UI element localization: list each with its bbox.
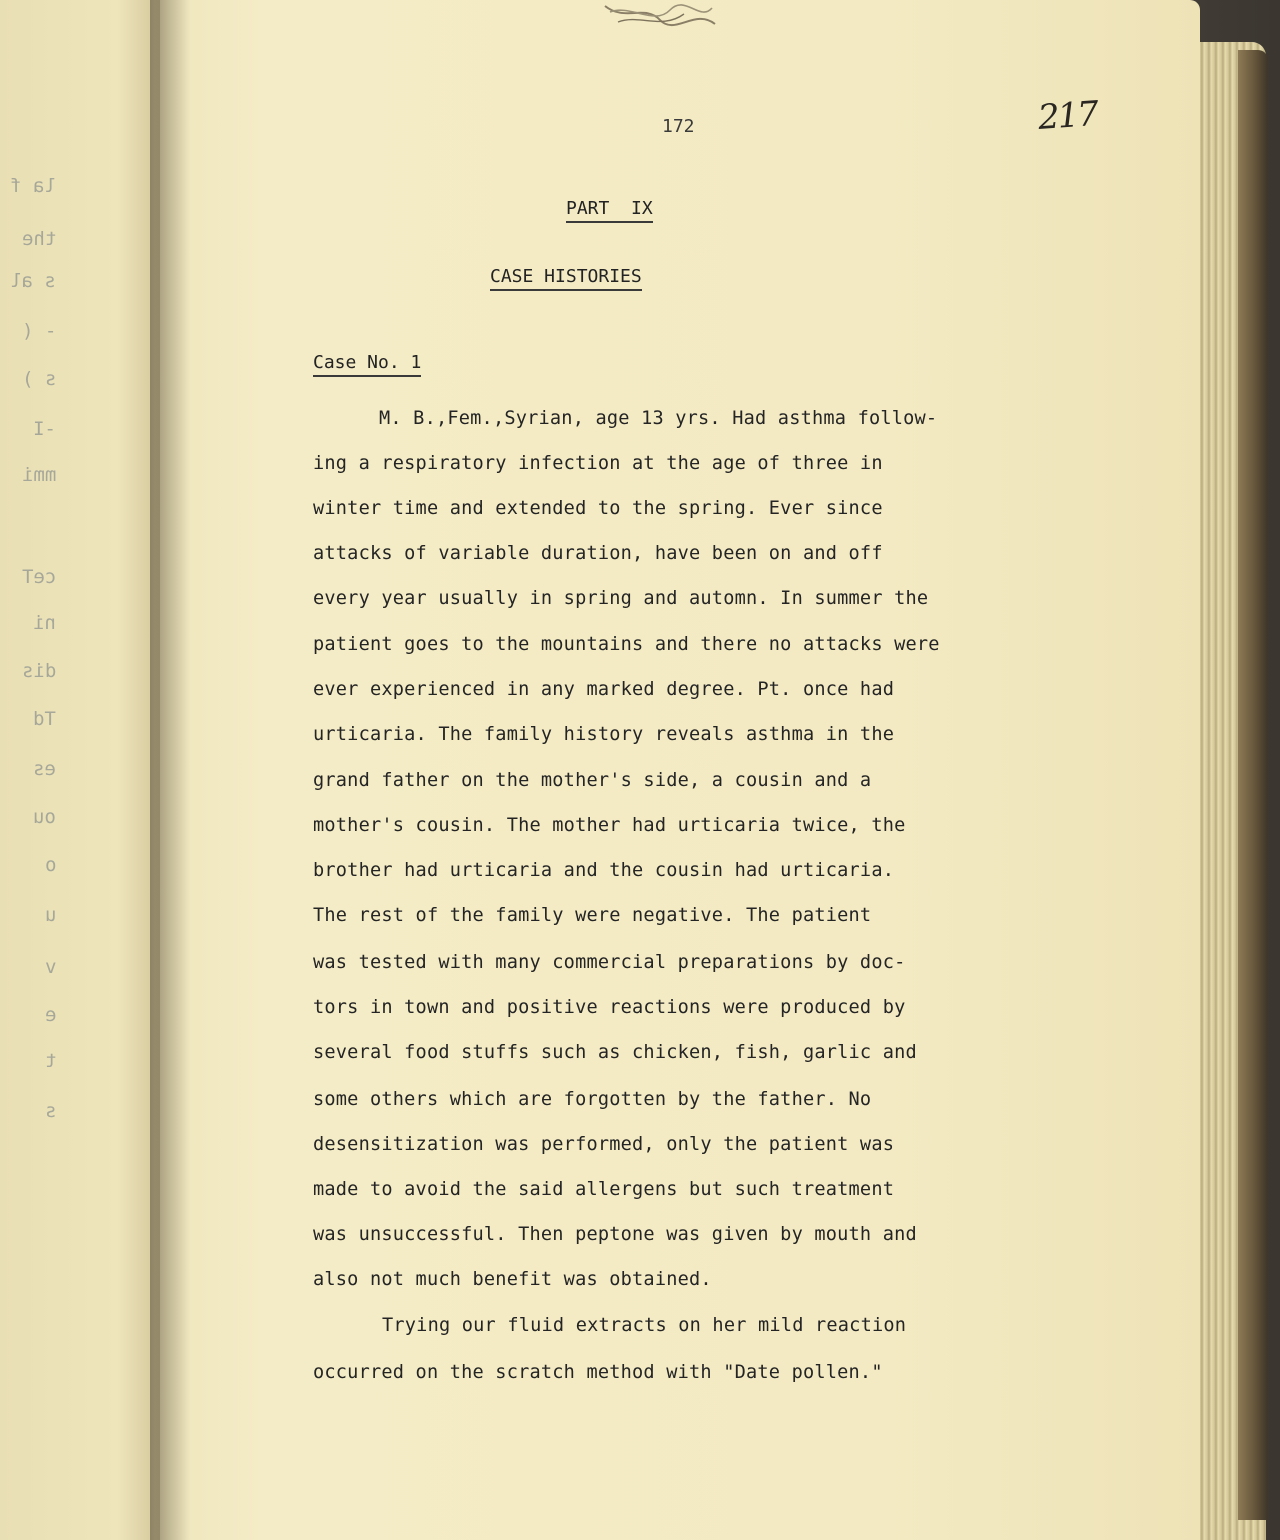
body-line: patient goes to the mountains and there no attacks were	[313, 634, 940, 655]
body-line: was tested with many commercial preparations by doc-	[313, 952, 906, 973]
body-line: ever experienced in any marked degree. Pt. once had	[313, 679, 895, 700]
body-line: The rest of the family were negative. The patient	[313, 905, 872, 926]
body-line: ing a respiratory infection at the age of three in	[313, 453, 883, 474]
body-line: was unsuccessful. Then peptone was given by mouth and	[313, 1224, 917, 1245]
body-line: Trying our fluid extracts on her mild reaction	[382, 1315, 907, 1336]
body-line: some others which are forgotten by the father. No	[313, 1089, 872, 1110]
body-line: several food stuffs such as chicken, fish, garlic and	[313, 1042, 917, 1063]
body-line: M. B.,Fem.,Syrian, age 13 yrs. Had asthma follow-	[379, 408, 938, 429]
body-line: tors in town and positive reactions were produced by	[313, 997, 906, 1018]
previous-page-edge: la f the s al - ( s ) -I mmi ceT ni dis Td es ou o u v e t s	[0, 0, 168, 1540]
page-number: 172	[662, 116, 695, 137]
body-line: occurred on the scratch method with "Date pollen."	[313, 1362, 883, 1383]
body-line: desensitization was performed, only the patient was	[313, 1134, 895, 1155]
body-line: every year usually in spring and automn. In summer the	[313, 588, 929, 609]
section-title: CASE HISTORIES	[490, 266, 642, 291]
case-heading: Case No. 1	[313, 352, 421, 377]
body-line: mother's cousin. The mother had urticaria twice, the	[313, 815, 906, 836]
part-title: PART IX	[566, 198, 653, 223]
body-line: also not much benefit was obtained.	[313, 1269, 712, 1290]
body-line: brother had urticaria and the cousin had urticaria.	[313, 860, 895, 881]
body-line: grand father on the mother's side, a cousin and a	[313, 770, 872, 791]
body-line: winter time and extended to the spring. Ever since	[313, 498, 883, 519]
body-line: urticaria. The family history reveals asthma in the	[313, 724, 895, 745]
body-line: made to avoid the said allergens but such treatment	[313, 1179, 895, 1200]
handwritten-folio-number: 217	[1036, 93, 1099, 139]
body-line: attacks of variable duration, have been on and off	[313, 543, 883, 564]
